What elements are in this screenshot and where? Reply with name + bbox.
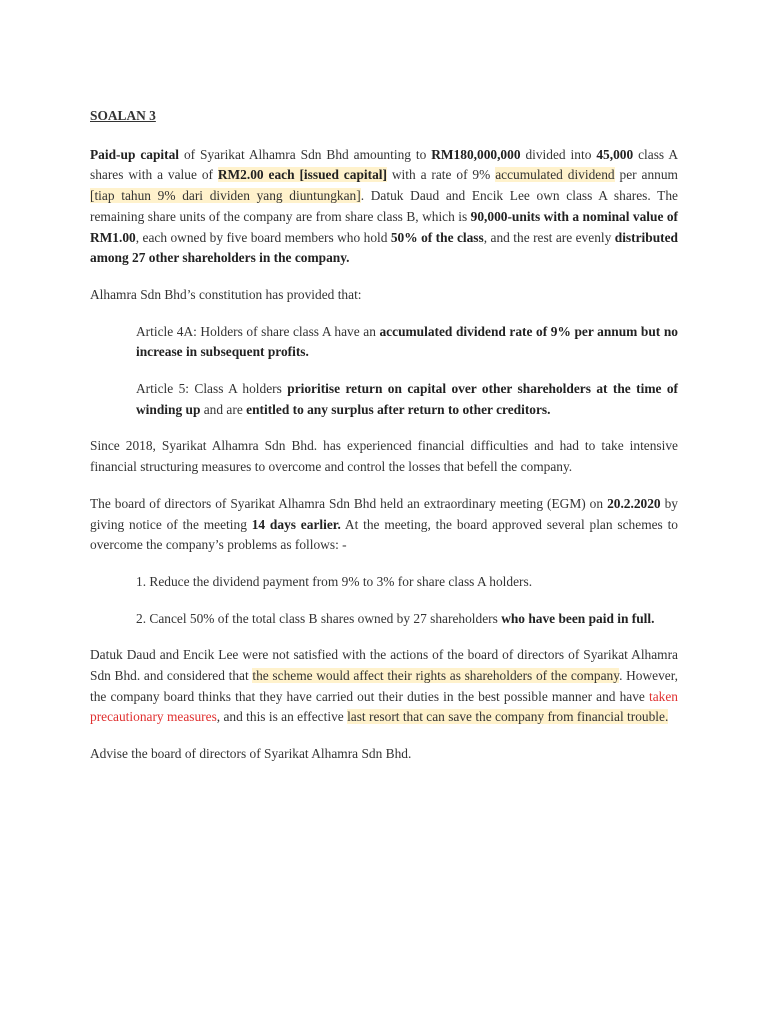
paragraph-financial-difficulties: Since 2018, Syarikat Alhamra Sdn Bhd. has experienced financial difficulties and had to take intensive financial structuring measures to overcome and control the losses that befell the company. xyxy=(90,438,678,475)
text: of Syarikat Alhamra Sdn Bhd amounting to xyxy=(179,146,432,162)
text: , and the rest are evenly xyxy=(483,229,615,245)
highlighted-text: [tiap tahun 9% dari dividen yang diuntungkan] xyxy=(90,188,361,204)
highlighted-text: last resort that can save the company from financial trouble. xyxy=(347,709,669,725)
text: . However, the company board thinks that they have carried out their duties in the best possible manner and have xyxy=(90,668,678,704)
text: by giving notice of the meeting xyxy=(90,495,678,532)
scheme-item-1: 1. Reduce the dividend payment from 9% to 3% for share class A holders. xyxy=(136,573,533,589)
text: class A shares with a value of xyxy=(90,146,678,183)
bold-text: 90,000-units with a nominal value of RM1.00 xyxy=(90,208,678,245)
bold-text: distributed among 27 other shareholders in the company. xyxy=(90,229,678,266)
paragraph-advise: Advise the board of directors of Syarikat Alhamra Sdn Bhd. xyxy=(90,746,412,762)
text: per annum xyxy=(614,167,678,183)
bold-text: 14 days earlier. xyxy=(251,516,341,532)
bold-text: RM180,000,000 xyxy=(431,146,521,162)
article-4a xyxy=(136,322,678,363)
text: The board of directors of Syarikat Alhamra Sdn Bhd held an extraordinary meeting (EGM) on xyxy=(90,495,608,511)
text: Article 4A: Holders of share class A have an xyxy=(136,323,380,339)
paragraph-egm xyxy=(90,494,678,556)
text: Datuk Daud and Encik Lee were not satisfied with the actions of the board of directors of Syarikat Alhamra Sdn Bhd. and considered that xyxy=(90,647,678,684)
text: . Datuk Daud and Encik Lee own class A shares. The remaining share units of the company are from share class B, which is xyxy=(90,188,678,224)
bold-text: prioritise return on capital over other shareholders at the time of winding up xyxy=(136,381,678,417)
paragraph-constitution: Alhamra Sdn Bhd’s constitution has provided that: xyxy=(90,286,362,302)
highlighted-bold-text: [issued capital] xyxy=(299,167,387,183)
text: divided into xyxy=(520,146,597,162)
text: , and this is an effective xyxy=(216,709,348,725)
document-page xyxy=(90,106,678,781)
text: At the meeting, the board approved several plan schemes to overcome the company’s problems as follows: - xyxy=(90,516,679,553)
bold-text: accumulated dividend rate of 9% per annum but no increase in subsequent profits. xyxy=(136,323,678,360)
text: , each owned by five board members who hold xyxy=(135,229,391,245)
highlighted-text: accumulated dividend xyxy=(495,167,615,183)
bold-text: who have been paid in full. xyxy=(501,610,655,626)
red-text: taken precautionary measures xyxy=(90,688,678,725)
bold-text: Paid-up capital xyxy=(90,146,180,162)
paragraph-capital xyxy=(90,145,678,269)
highlighted-bold-text: RM2.00 each xyxy=(217,167,295,183)
text: Article 5: Class A holders xyxy=(136,381,288,397)
paragraph-dissatisfaction xyxy=(90,645,678,728)
bold-text: 20.2.2020 xyxy=(607,495,661,511)
bold-text: 50% of the class xyxy=(390,229,484,245)
text: with a rate of 9% xyxy=(386,167,496,183)
scheme-item-2 xyxy=(136,609,678,630)
text: 2. Cancel 50% of the total class B shares owned by 27 shareholders xyxy=(136,610,502,626)
bold-text: entitled to any surplus after return to other creditors. xyxy=(246,401,551,417)
bold-text: 45,000 xyxy=(596,146,634,162)
question-heading: SOALAN 3 xyxy=(90,108,156,123)
article-5 xyxy=(136,379,678,420)
text: and are xyxy=(200,401,247,417)
highlighted-text: the scheme would affect their rights as shareholders of the company xyxy=(252,668,620,684)
